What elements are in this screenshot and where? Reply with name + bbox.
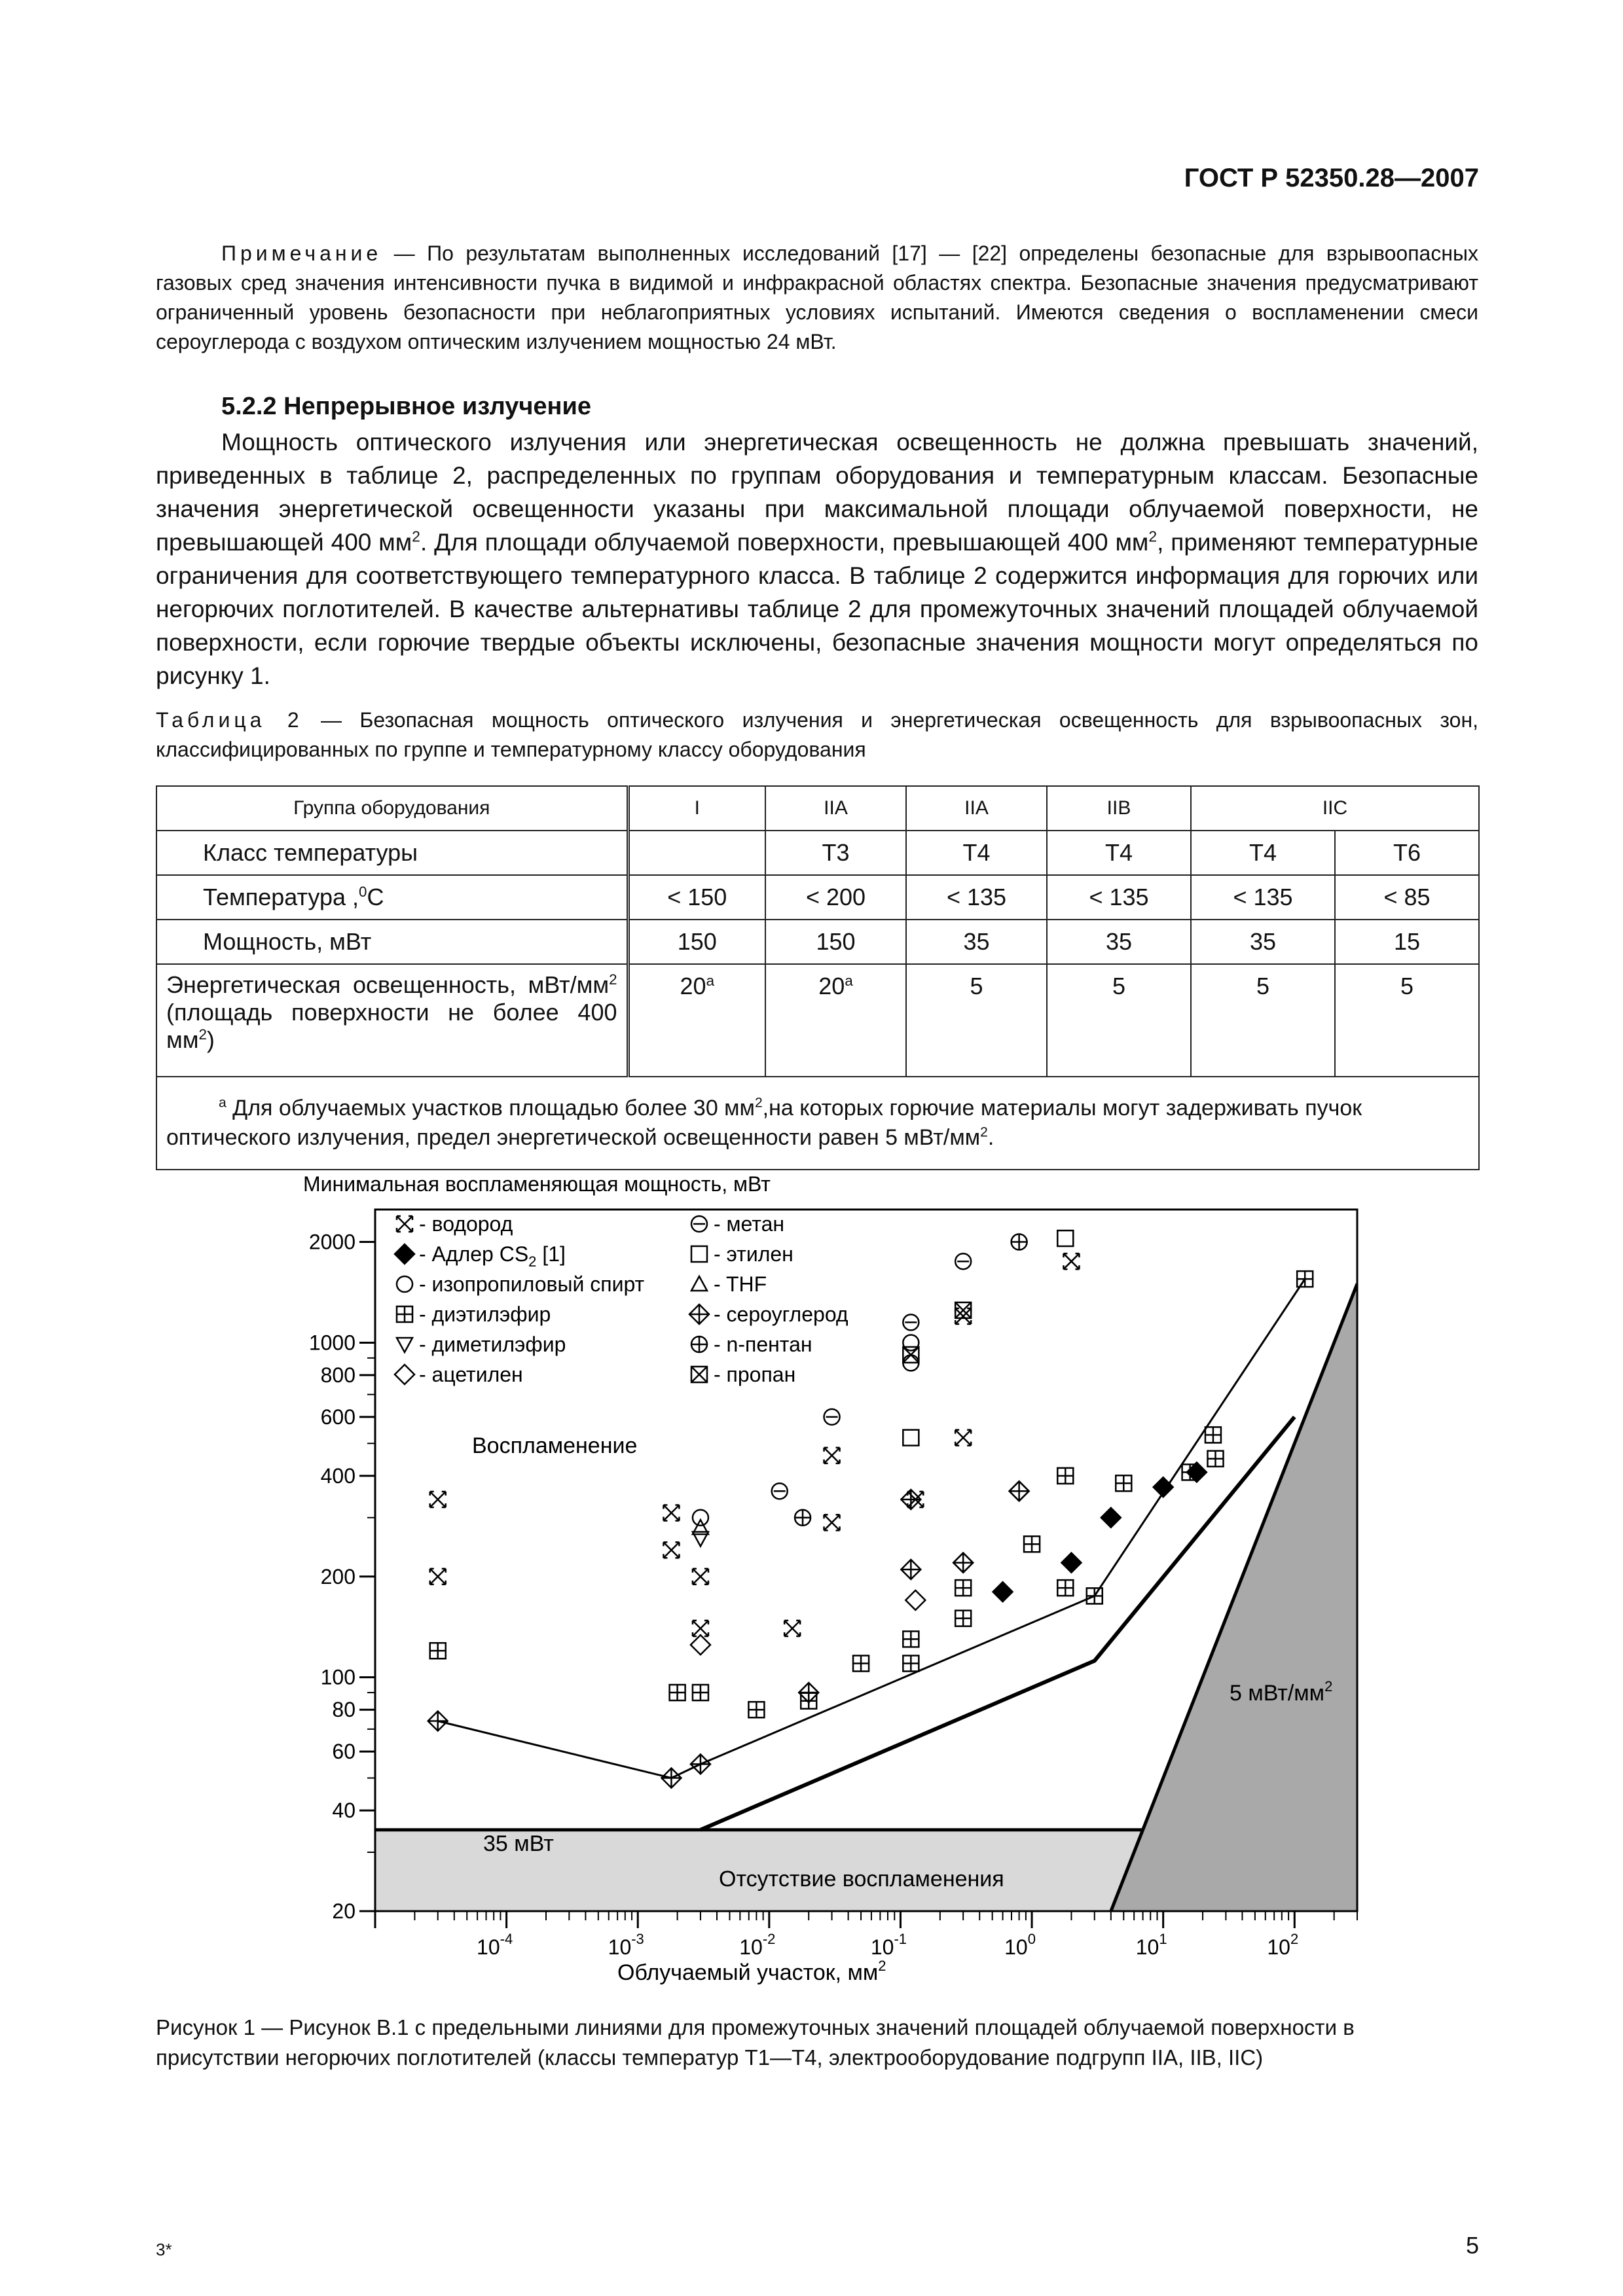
data-point [691, 1635, 710, 1655]
data-point [903, 1314, 919, 1330]
table-cell: < 135 [1047, 875, 1191, 920]
data-point [1101, 1508, 1121, 1528]
table-row [156, 964, 1479, 1077]
section-body-part: . Для площади облучаемой поверхности, превышающей 400 мм [420, 529, 1149, 556]
note-text: — По результатам выполненных исследований [17] — [22] определены безопасные для взрывоопасных газовых сред значения интенсивности пучка в видимой и инфракрасной областях спектра. Безопасные значения предусматривают ограниченный уровень безопасности при неблагоприятных условиях испытаний. Имеются сведения о воспламенении смеси сероуглерода с воздухом оптическим излучением мощностью 24 мВт. [156, 242, 1478, 353]
table-cell: 5 [1047, 964, 1191, 1077]
marker-diamond [691, 1635, 710, 1655]
table-header-cell: IIB [1047, 786, 1191, 831]
legend-marker [397, 1276, 412, 1292]
superscript: 2 [1148, 528, 1158, 545]
legend-label-text: - диметилэфир [419, 1333, 566, 1356]
data-point [903, 1347, 919, 1363]
x-tick-label [608, 1931, 644, 1959]
data-point [428, 1712, 448, 1731]
table-cell: < 85 [1335, 875, 1479, 920]
marker-triangle-up [691, 1276, 707, 1291]
data-point [853, 1656, 869, 1672]
y-tick-label: 200 [320, 1564, 356, 1588]
legend-label-extra: [1] [536, 1242, 566, 1266]
table-cell: < 200 [765, 875, 906, 920]
legend-marker [395, 1365, 414, 1384]
table-cell: 150 [765, 920, 906, 964]
table-cell [765, 964, 906, 1077]
section-body-part: , применяют температурные ограничения для соответствующего температурного класса. В таблице 2 содержится информация для горючих или негорючих поглотителей. В качестве альтернативы таблице 2 для промежуточных значений площадей облучаемой поверхности, если горючие твердые объекты исключены, безопасные значения мощности могут определяться по рисунку 1. [156, 529, 1478, 689]
table-header-cell: I [628, 786, 765, 831]
y-tick-label: 400 [320, 1463, 356, 1488]
table-cell: 35 [1191, 920, 1335, 964]
y-tick-label: 600 [320, 1405, 356, 1429]
footer-mark: 3* [156, 2240, 172, 2259]
limit-5-label [1230, 1678, 1332, 1706]
cell-value: 20 [680, 973, 706, 999]
marker-diamond [993, 1582, 1013, 1602]
data-point [1010, 1481, 1029, 1501]
legend-marker [395, 1244, 414, 1264]
x-tick-exponent: -4 [500, 1931, 513, 1947]
section-body-part: Мощность оптического излучения или энергетическая освещенность не должна превышать значений, приведенных в таблице 2, распределенных по группам оборудования и температурным классам. Безопасные значения энергетической освещенности указаны при максимальной площади облучаемой поверхности, не превышающей 400 мм [156, 429, 1478, 556]
legend [395, 1212, 848, 1386]
table-cell: Т4 [1191, 831, 1335, 875]
legend-marker [691, 1246, 707, 1262]
legend-label [419, 1242, 566, 1270]
footnote-text: Для облучаемых участков площадью более 30 мм [226, 1096, 755, 1121]
data-point [691, 1754, 710, 1774]
x-tick-label [739, 1931, 775, 1959]
table-caption-text: — Безопасная мощность оптического излучения и энергетическая освещенность для взрывоопасных зон, классифицированных по группе и температурному классу оборудования [156, 708, 1479, 761]
x-axis [375, 1911, 1357, 1959]
data-point [1087, 1588, 1103, 1604]
no-ignition-region-label: Отсутствие воспламенения [719, 1867, 1004, 1892]
x-tick-label [477, 1931, 513, 1959]
figure-caption: Рисунок 1 — Рисунок В.1 с предельными линиями для промежуточных значений площадей облучаемой поверхности в присутствии негорючих поглотителей (классы температур Т1—Т4, электрооборудование подгрупп IIA, IIB, IIC) [156, 2015, 1355, 2070]
table-header-cell: IIC [1191, 786, 1479, 831]
legend-marker [397, 1216, 412, 1232]
footnote-marker: а [845, 973, 853, 989]
legend-label [419, 1333, 566, 1356]
data-table [156, 785, 1480, 1170]
y-tick-label: 60 [332, 1740, 356, 1764]
label-part: Температура , [203, 884, 359, 910]
table-cell: 150 [628, 920, 765, 964]
superscript: 2 [198, 1026, 207, 1043]
subscript: 2 [528, 1253, 537, 1270]
data-point [953, 1553, 973, 1573]
label-part: Энергетическая освещенность, мВт/мм [166, 971, 610, 998]
x-tick-exponent: 0 [1027, 1931, 1036, 1947]
note-paragraph [156, 239, 1478, 357]
data-point [903, 1430, 919, 1446]
footnote-marker: а [219, 1095, 227, 1111]
data-point [430, 1492, 446, 1507]
x-tick-base: 10 [1004, 1935, 1028, 1959]
label-part: С [367, 884, 384, 910]
data-point [903, 1656, 919, 1672]
data-point [1061, 1553, 1081, 1573]
table-header-cell: IIA [765, 786, 906, 831]
limit-35-label: 35 мВт [483, 1831, 554, 1856]
y-tick-label: 20 [332, 1899, 356, 1923]
legend-marker [691, 1276, 707, 1291]
figure-container [156, 1165, 1478, 2003]
y-tick-label: 100 [320, 1665, 356, 1689]
legend-label-text: - Адлер CS [419, 1242, 529, 1266]
legend-marker [691, 1336, 707, 1352]
legend-label-text: - изопропиловый спирт [419, 1272, 645, 1296]
table-cell [628, 831, 765, 875]
data-point [901, 1490, 921, 1509]
y-axis [309, 1230, 375, 1923]
marker-diamond [395, 1365, 414, 1384]
table-row [156, 831, 1479, 875]
footnote-marker: а [706, 973, 714, 989]
data-point [784, 1621, 800, 1636]
legend-label: - метан [714, 1212, 785, 1236]
legend-label: - THF [714, 1272, 767, 1296]
legend-label-text: - диэтилэфир [419, 1302, 551, 1326]
data-point [1116, 1475, 1131, 1491]
y-tick-label: 1000 [308, 1331, 356, 1355]
marker-square [903, 1430, 919, 1446]
table-cell: 35 [906, 920, 1047, 964]
table-caption [156, 706, 1478, 764]
data-point [748, 1702, 764, 1717]
table-cell: Т4 [906, 831, 1047, 875]
marker-square [1057, 1230, 1073, 1246]
ignition-chart [156, 1165, 1478, 2003]
legend-label-text: - водород [419, 1212, 513, 1236]
x-tick-label [1136, 1931, 1167, 1959]
table-header-cell: IIA [906, 786, 1047, 831]
marker-diamond [1154, 1477, 1173, 1497]
x-axis-label [617, 1958, 886, 1985]
table-cell: 15 [1335, 920, 1479, 964]
legend-marker [689, 1304, 709, 1324]
document-code: ГОСТ Р 52350.28—2007 [1184, 164, 1479, 192]
x-tick-base: 10 [1135, 1935, 1159, 1959]
superscript: 0 [359, 884, 367, 900]
table-cell: Т6 [1335, 831, 1479, 875]
superscript: 2 [980, 1124, 988, 1140]
legend-label-text: - ацетилен [419, 1363, 523, 1386]
table-row-label [156, 964, 628, 1077]
table-row-label: Мощность, мВт [156, 920, 628, 964]
legend-label: - пропан [714, 1363, 796, 1386]
data-point [993, 1582, 1013, 1602]
data-point [824, 1448, 840, 1463]
label-part: (площадь поверхности не более 400 мм [166, 999, 617, 1053]
data-point [1024, 1536, 1040, 1552]
x-tick-base: 10 [477, 1935, 500, 1959]
data-point [670, 1685, 685, 1700]
marker-circle [693, 1510, 708, 1526]
label-part: ) [206, 1026, 215, 1053]
legend-label [419, 1272, 645, 1296]
marker-circle [397, 1276, 412, 1292]
table-row [156, 875, 1479, 920]
table-header-row [156, 786, 1479, 831]
data-point [663, 1542, 679, 1558]
x-tick-exponent: -2 [762, 1931, 776, 1947]
legend-label: - этилен [714, 1242, 793, 1266]
table-footnote [156, 1077, 1479, 1170]
legend-marker [691, 1216, 707, 1232]
table-cell: < 150 [628, 875, 765, 920]
data-point [663, 1505, 679, 1520]
limit-envelope-line [438, 1279, 1305, 1778]
x-tick-base: 10 [608, 1935, 632, 1959]
superscript: 2 [754, 1095, 763, 1111]
table-cell: 5 [1335, 964, 1479, 1077]
superscript: 2 [412, 528, 420, 545]
legend-label: - сероуглерод [714, 1302, 848, 1326]
marker-diamond [1101, 1508, 1121, 1528]
table-cell: 35 [1047, 920, 1191, 964]
data-point [901, 1560, 921, 1579]
x-tick-base: 10 [739, 1935, 763, 1959]
data-point [824, 1515, 840, 1530]
x-tick-base: 10 [870, 1935, 894, 1959]
data-point [693, 1569, 708, 1585]
data-point [1057, 1580, 1073, 1596]
legend-label [419, 1212, 513, 1236]
data-point [955, 1611, 971, 1626]
marker-diamond [1061, 1553, 1081, 1573]
legend-label [419, 1363, 523, 1386]
table-caption-label: Таблица 2 [156, 708, 303, 732]
table-cell: < 135 [1191, 875, 1335, 920]
table-cell: 5 [1191, 964, 1335, 1077]
x-tick-label [1004, 1931, 1036, 1959]
legend-label: - n-пентан [714, 1333, 812, 1356]
marker-triangle-down [397, 1338, 412, 1352]
superscript: 2 [609, 971, 617, 988]
section-title: 5.2.2 Непрерывное излучение [221, 393, 591, 420]
ignition-region-label: Воспламенение [472, 1433, 638, 1458]
y-tick-label: 80 [332, 1698, 356, 1722]
legend-marker [397, 1306, 412, 1322]
table-cell [628, 964, 765, 1077]
x-tick-exponent: -3 [631, 1931, 644, 1947]
table-cell: < 135 [906, 875, 1047, 920]
data-point [693, 1685, 708, 1700]
data-point [1057, 1230, 1073, 1246]
y-axis-label: Минимальная воспламеняющая мощность, мВт [303, 1172, 771, 1196]
footnote-text: . [987, 1125, 994, 1150]
data-point [905, 1590, 925, 1610]
cell-value: 20 [818, 973, 845, 999]
data-point [430, 1643, 446, 1659]
data-point [772, 1483, 788, 1499]
legend-label [419, 1302, 551, 1326]
table-header-cell: Группа оборудования [156, 786, 628, 831]
data-point [1057, 1468, 1073, 1484]
data-point [903, 1631, 919, 1647]
x-tick-exponent: 2 [1290, 1931, 1299, 1947]
x-tick-label [1267, 1931, 1298, 1959]
table-footnote-row [156, 1077, 1479, 1170]
data-point [1063, 1253, 1079, 1269]
table-row-label: Класс температуры [156, 831, 628, 875]
footnote-text: ,на которых горючие материалы могут задерживать пучок оптического излучения, предел энергетической освещенности равен 5 мВт/мм [166, 1096, 1362, 1150]
data-point [1297, 1271, 1313, 1287]
table-cell: 5 [906, 964, 1047, 1077]
table-cell: Т4 [1047, 831, 1191, 875]
marker-diamond [905, 1590, 925, 1610]
data-point [693, 1510, 708, 1526]
legend-marker [397, 1338, 412, 1352]
x-tick-exponent: 1 [1159, 1931, 1167, 1947]
data-point [799, 1683, 818, 1702]
note-label: Примечание [221, 242, 382, 265]
data-point [795, 1510, 811, 1526]
x-tick-base: 10 [1267, 1935, 1290, 1959]
marker-square [691, 1246, 707, 1262]
data-point [955, 1580, 971, 1596]
x-tick-label [871, 1931, 907, 1959]
table-row-label [156, 875, 628, 920]
x-tick-exponent: -1 [894, 1931, 907, 1947]
marker-diamond [395, 1244, 414, 1264]
page-number: 5 [1465, 2232, 1479, 2259]
data-point [1208, 1451, 1224, 1467]
table-cell: Т3 [765, 831, 906, 875]
data-point [661, 1768, 681, 1788]
data-point [1205, 1427, 1221, 1443]
data-point [1154, 1477, 1173, 1497]
data-point [955, 1430, 971, 1446]
table-row [156, 920, 1479, 964]
data-point [824, 1409, 840, 1425]
y-tick-label: 800 [320, 1363, 356, 1387]
section-body [156, 425, 1478, 692]
x-axis-label-text: Облучаемый участок, мм [617, 1960, 879, 1985]
data-point [955, 1253, 971, 1269]
y-tick-label: 40 [332, 1799, 356, 1823]
data-point [430, 1569, 446, 1585]
superscript: 2 [878, 1958, 886, 1974]
limit-5-text: 5 мВт/мм [1230, 1681, 1325, 1706]
data-point [1012, 1234, 1027, 1250]
data-points [428, 1230, 1313, 1788]
superscript: 2 [1324, 1678, 1333, 1695]
y-tick-label: 2000 [308, 1230, 356, 1254]
legend-marker [691, 1367, 707, 1382]
